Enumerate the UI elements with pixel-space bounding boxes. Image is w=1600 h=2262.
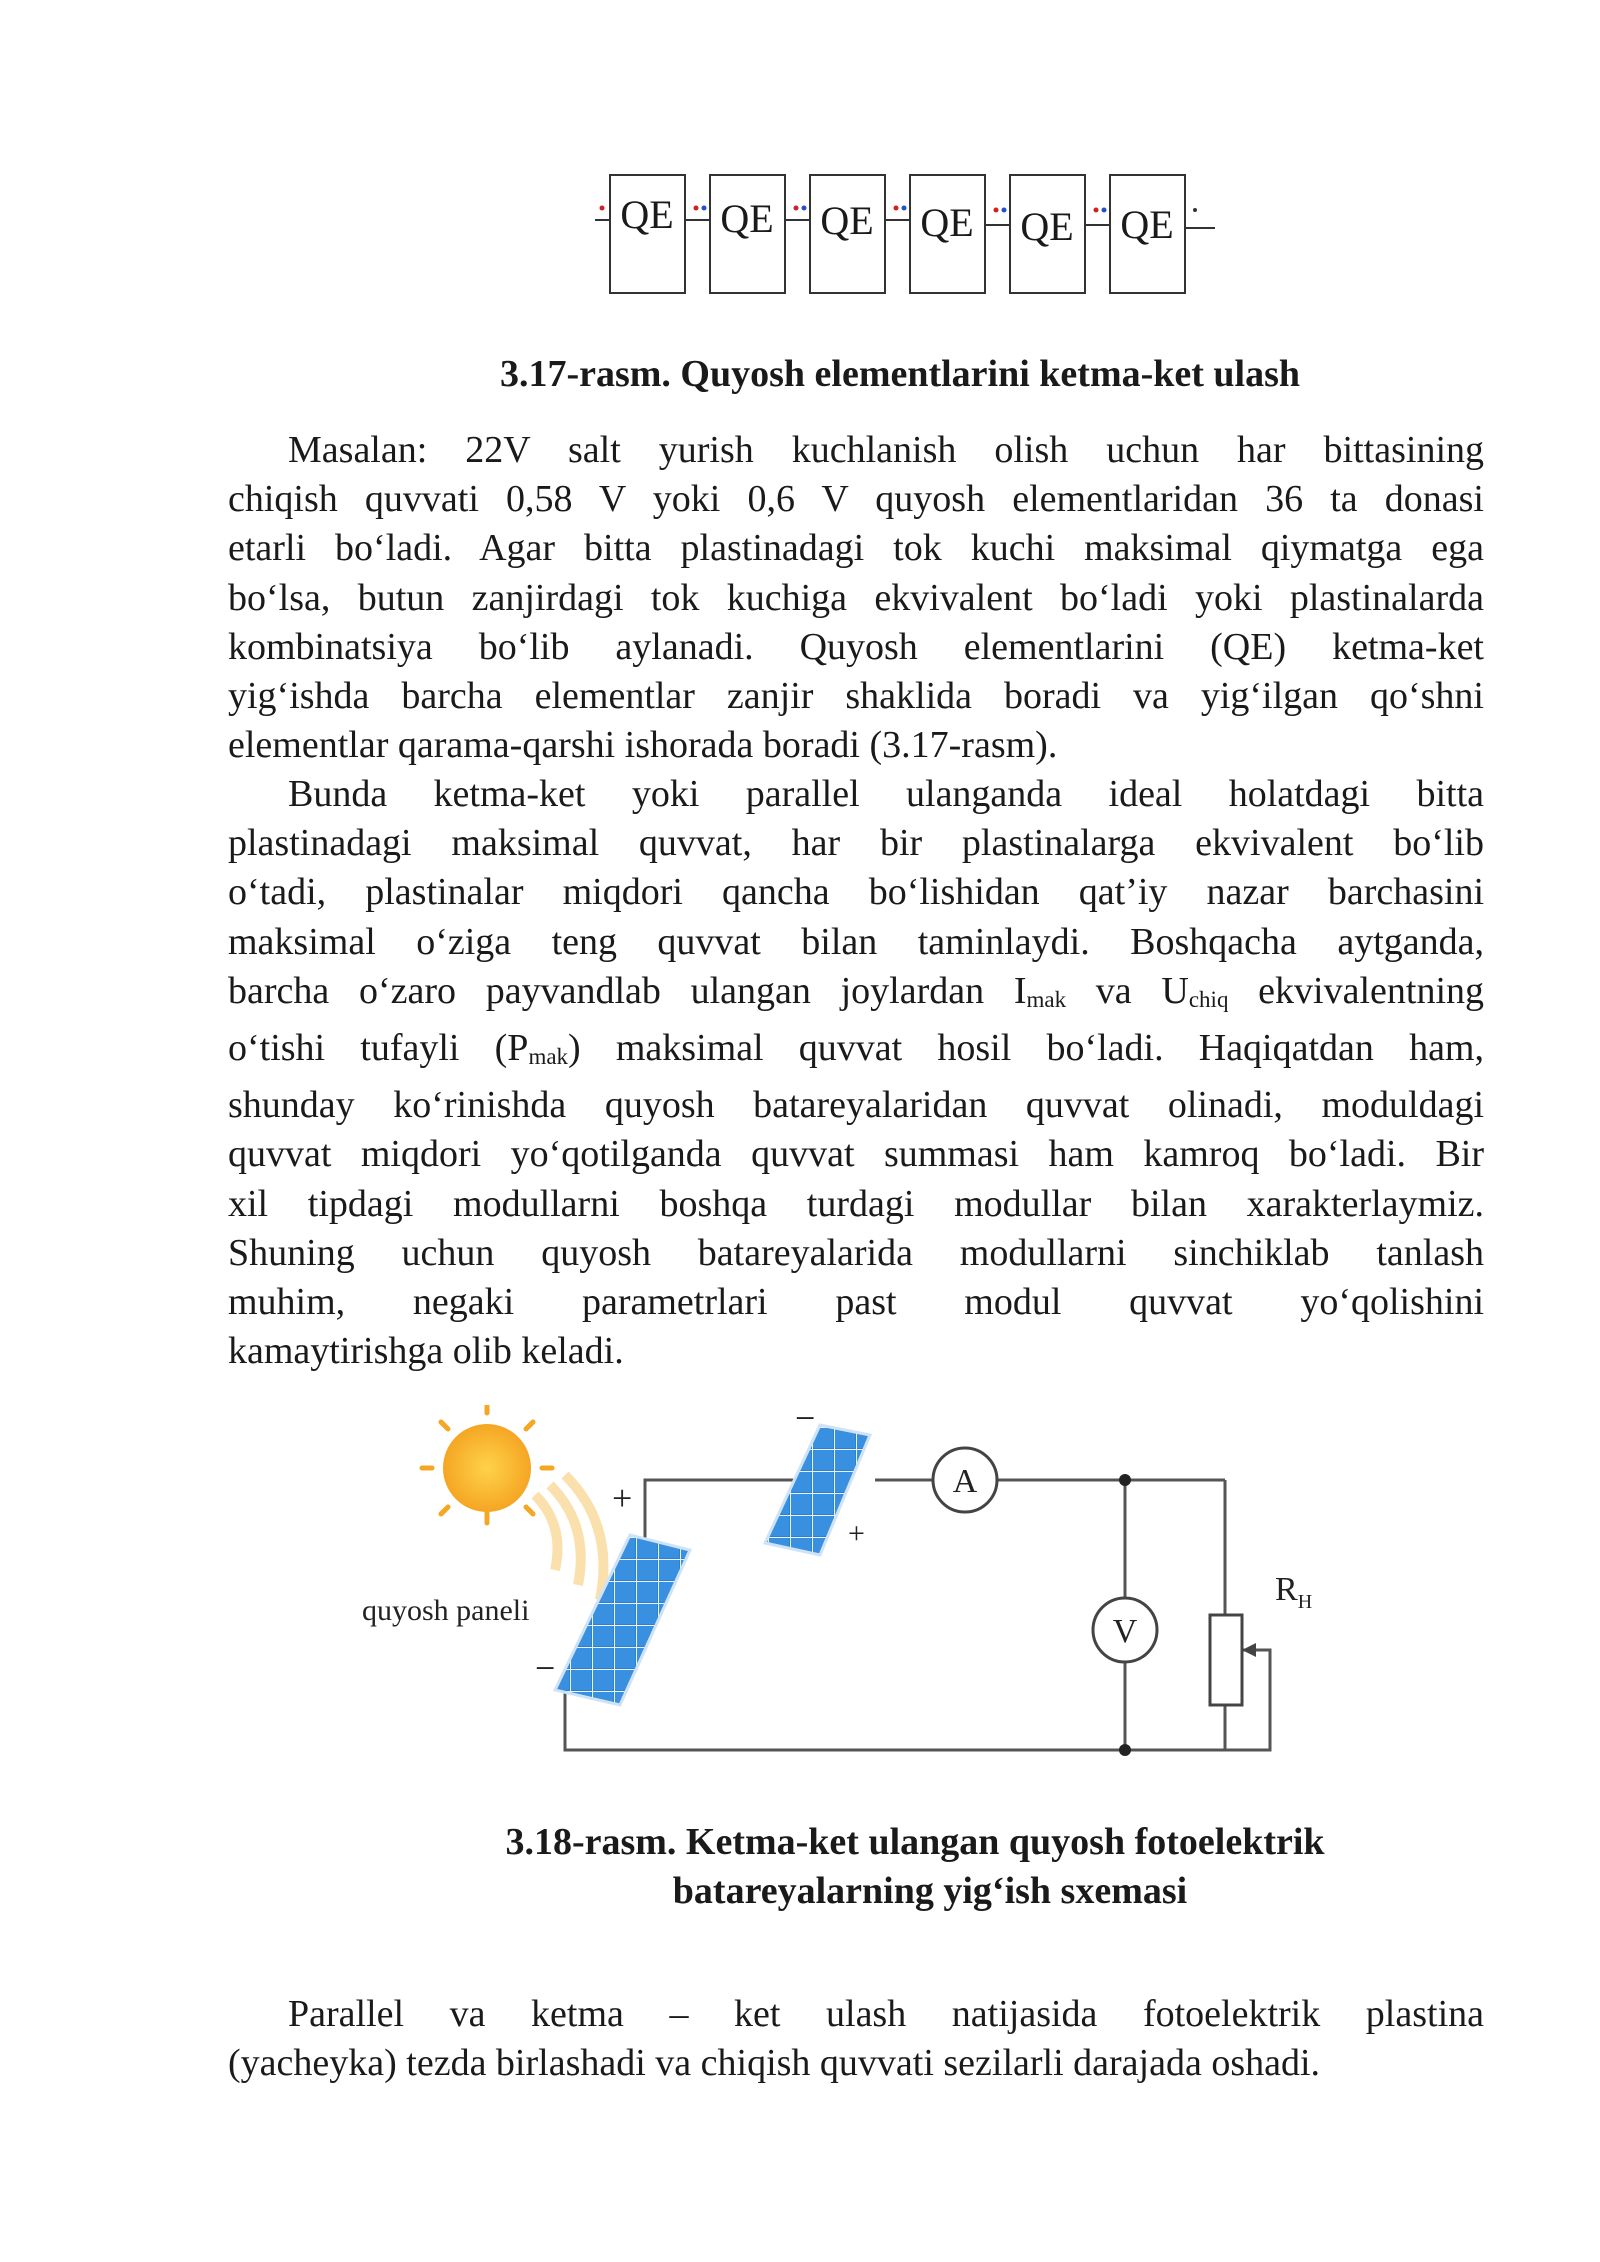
sun-icon [422,1405,552,1523]
text-line-with-subscript [228,1024,1484,1081]
text-line: Masalan: 22V salt yurish kuchlanish olish uchun har bittasining [288,429,1484,471]
text-line: quvvat miqdori yo‘qotilganda quvvat summasi ham kamroq bo‘ladi. Bir [228,1133,1484,1176]
text-line: kamaytirishga olib keladi. [228,1330,624,1373]
text-line: yig‘ishda barcha elementlar zanjir shaklida boradi va yig‘ilgan qo‘shni [228,675,1484,718]
junction-node [1119,1474,1131,1486]
text-line: xil tipdagi modullarni boshqa turdagi modullar bilan xarakterlaymiz. [228,1182,1484,1225]
load-subscript: H [1297,1591,1313,1613]
qe-cell-label: QE [820,198,874,243]
text-line: bo‘lsa, butun zanjirdagi tok kuchiga ekvivalent bo‘ladi yoki plastinalarda [228,576,1484,619]
paragraph-1 [228,426,1484,770]
figure-caption-3-18 [330,1818,1470,1916]
text-fragment: o‘tishi tufayli (P [228,1027,529,1070]
circuit-wires [565,1480,1270,1750]
junction-node [1119,1744,1131,1756]
text-fragment: barcha o‘zaro payvandlab ulangan joylardan I [228,969,1027,1012]
qe-cell-label: QE [1020,204,1074,249]
voltmeter-icon [1093,1598,1157,1662]
text-line: etarli bo‘ladi. Agar bitta plastinadagi tok kuchi maksimal qiymatga ega [228,527,1484,570]
qe-cell-label: QE [920,200,974,245]
text-line: Bunda ketma-ket yoki parallel ulanganda ideal holatdagi bitta [288,773,1484,815]
ammeter-icon [933,1448,997,1512]
paragraph-2 [228,770,1484,1376]
figure-solar-circuit-diagram [350,1405,1350,1785]
text-line: plastinadagi maksimal quvvat, har bir plastinalarga ekvivalent bo‘lib [228,822,1484,865]
subscript-mak: mak [1026,986,1067,1012]
qe-series-svg [590,170,1240,320]
voltmeter-label: V [1112,1613,1138,1650]
subscript-chiq: chiq [1188,986,1229,1012]
qe-cell-3 [810,175,885,293]
solar-panel-1-icon [555,1535,690,1705]
qe-cell-5 [1010,175,1085,293]
qe-cell-6 [1110,175,1185,293]
text-line: kombinatsiya bo‘lib aylanadi. Quyosh elementlarini (QE) ketma-ket [228,625,1484,668]
subscript-mak: mak [528,1044,569,1070]
text-line: shunday ko‘rinishda quyosh batareyalaridan quvvat olinadi, moduldagi [228,1084,1484,1127]
text-fragment: va U [1066,969,1189,1012]
text-line: Shuning uchun quyosh batareyalarida modullarni sinchiklab tanlash [228,1231,1484,1274]
text-line: chiqish quvvati 0,58 V yoki 0,6 V quyosh elementlaridan 36 ta donasi [228,478,1484,521]
text-line: maksimal o‘ziga teng quvvat bilan taminlaydi. Boshqacha aytganda, [228,920,1484,963]
qe-cell-label: QE [1120,202,1174,247]
figure-caption-3-17: 3.17-rasm. Quyosh elementlarini ketma-ket ulash [499,353,1301,395]
text-fragment: ekvivalentning [1228,969,1484,1012]
plus-sign: + [612,1478,633,1518]
qe-cell-label: QE [720,196,774,241]
minus-sign: − [795,1405,816,1438]
qe-cell-4 [910,175,985,293]
text-line: o‘tadi, plastinalar miqdori qancha bo‘lishidan qat’iy nazar barchasini [228,871,1484,914]
caption-line: batareyalarning yig‘ish sxemasi [672,1870,1188,1912]
qe-cell-label: QE [620,192,674,237]
plus-sign: + [848,1517,865,1550]
text-line: muhim, negaki parametrlari past modul quvvat yo‘qolishini [228,1281,1484,1324]
text-fragment: ) maksimal quvvat hosil bo‘ladi. Haqiqatdan ham, [568,1027,1484,1070]
load-label [1275,1571,1312,1613]
minus-sign: − [535,1648,556,1688]
panel-label: quyosh paneli [362,1594,530,1627]
ammeter-label: A [952,1463,978,1500]
text-line: (yacheyka) tezda birlashadi va chiqish quvvati sezilarli darajada oshadi. [228,2042,1321,2085]
rheostat-icon [1210,1615,1256,1705]
text-line: elementlar qarama-qarshi ishorada boradi (3.17-rasm). [228,724,1058,767]
paragraph-3 [228,1990,1484,2088]
caption-line: 3.18-rasm. Ketma-ket ulangan quyosh fotoelektrik [505,1821,1325,1863]
text-line: Parallel va ketma – ket ulash natijasida fotoelektrik plastina [288,1993,1484,2035]
figure-qe-series-diagram [590,170,1240,320]
solar-circuit-svg [350,1405,1350,1785]
load-letter: R [1275,1571,1298,1608]
qe-cell-2 [710,175,785,293]
text-line-with-subscripts [228,967,1484,1024]
qe-cell-1 [610,175,685,293]
sunlight-rays [535,1475,603,1600]
